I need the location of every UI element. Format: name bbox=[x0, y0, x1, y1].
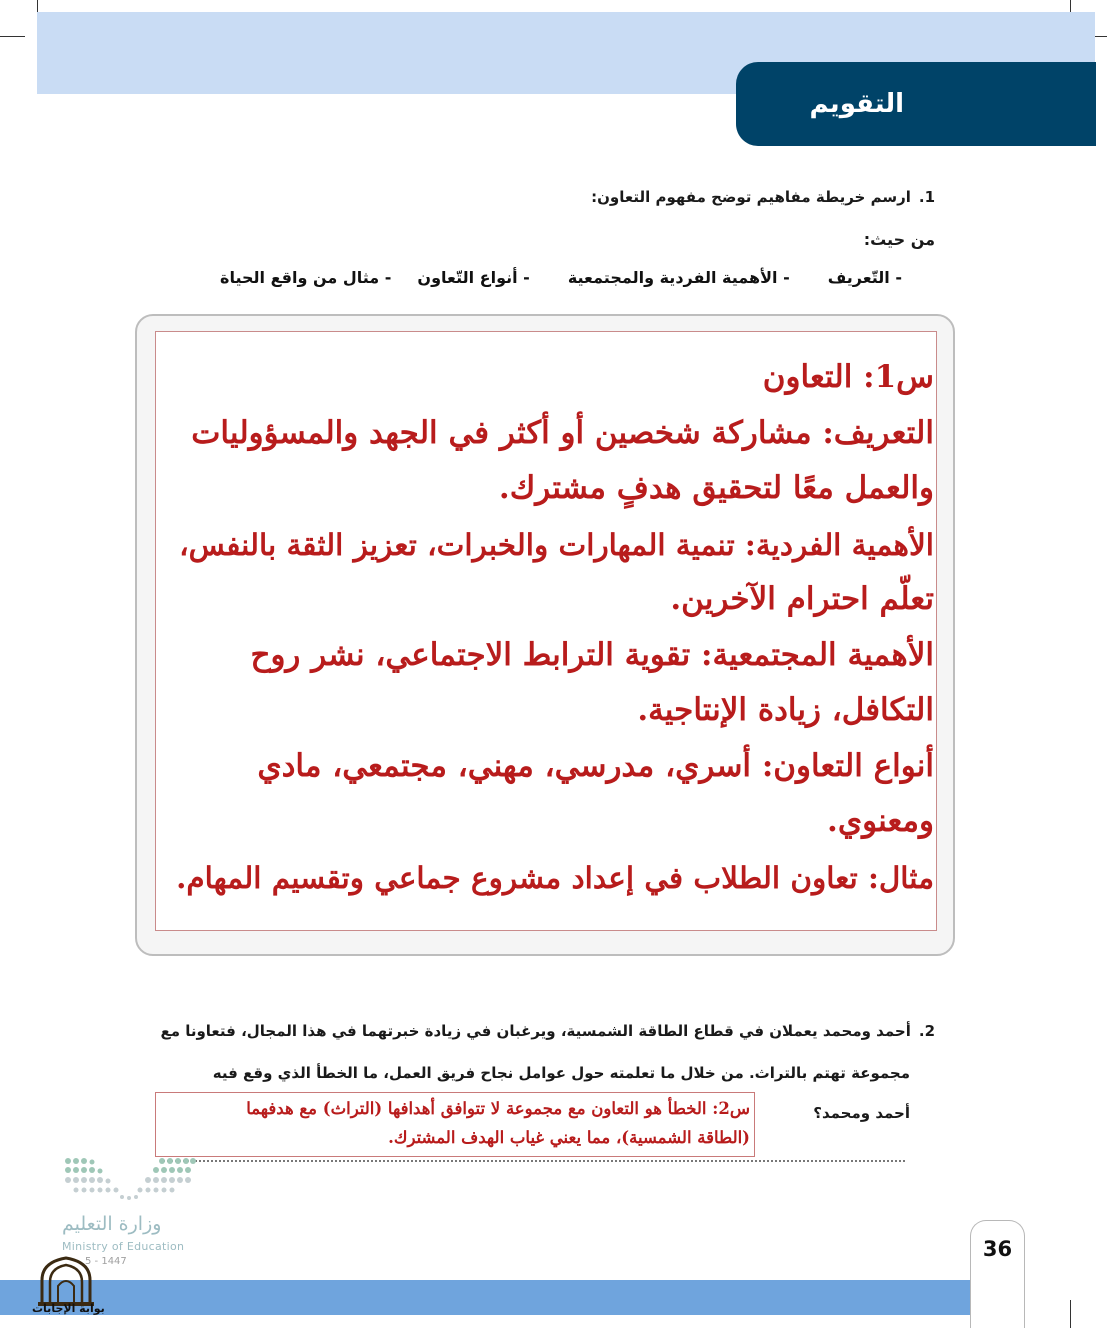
question-2-line-3: أحمد ومحمد؟ bbox=[813, 1104, 910, 1122]
ministry-year: 5 - 1447 bbox=[85, 1256, 127, 1267]
answer-1-box bbox=[155, 331, 937, 931]
answer-2-line: س2: الخطأ هو التعاون مع مجموعة لا تتوافق أهدافها (التراث) مع هدفهما bbox=[246, 1099, 750, 1118]
aspect-item: - أنواع التّعاون bbox=[417, 268, 530, 287]
answer-line: والعمل معًا لتحقيق هدفٍ مشترك. bbox=[498, 470, 934, 506]
question-2-number: 2. bbox=[918, 1022, 935, 1040]
section-title-tab bbox=[736, 62, 1096, 146]
question-1-number: 1. bbox=[918, 188, 935, 206]
question-2-line-1: 2.أحمد ومحمد يعملان في قطاع الطاقة الشمسية، ويرغبان في زيادة خبرتهما في هذا المجال، فتعاونا مع bbox=[160, 1022, 935, 1040]
gate-watermark-icon bbox=[30, 1254, 102, 1328]
question-1-text: ارسم خريطة مفاهيم توضح مفهوم التعاون: bbox=[591, 188, 911, 206]
ministry-name-english: Ministry of Education bbox=[62, 1240, 185, 1253]
answer-line: الأهمية الفردية: تنمية المهارات والخبرات، تعزيز الثقة بالنفس، bbox=[179, 526, 934, 562]
aspect-item: - التّعريف bbox=[827, 268, 902, 287]
answer-line: مثال: تعاون الطلاب في إعداد مشروع جماعي وتقسيم المهام. bbox=[176, 859, 934, 895]
answer-line: أنواع التعاون: أسري، مدرسي، مهني، مجتمعي، مادي bbox=[257, 747, 934, 784]
answer-line: ومعنوي. bbox=[827, 803, 934, 839]
footer-band bbox=[0, 1280, 970, 1315]
question-1 bbox=[591, 188, 935, 206]
aspect-item: - مثال من واقع الحياة bbox=[220, 268, 392, 287]
question-2-line-2: مجموعة تهتم بالتراث. من خلال ما تعلمته حول عوامل نجاح فريق العمل، ما الخطأ الذي وقع فيه bbox=[212, 1064, 910, 1082]
aspects-list bbox=[220, 268, 902, 287]
page-number-tab bbox=[970, 1220, 1025, 1328]
answer-line: التعريف: مشاركة شخصين أو أكثر في الجهد والمسؤوليات bbox=[191, 414, 934, 451]
aspect-item: - الأهمية الفردية والمجتمعية bbox=[567, 268, 790, 287]
answer-line: الأهمية المجتمعية: تقوية الترابط الاجتماعي، نشر روح bbox=[250, 636, 934, 673]
answer-2-box bbox=[155, 1092, 755, 1157]
gate-watermark-label: بوابة الإجابات bbox=[32, 1302, 105, 1315]
trim-mark bbox=[0, 36, 25, 37]
page-title: التقويم bbox=[809, 89, 904, 119]
answer-line: تعلّم احترام الآخرين. bbox=[670, 581, 934, 617]
ministry-name-arabic: وزارة التعليم bbox=[62, 1213, 162, 1235]
answer-dotted-line bbox=[160, 1160, 905, 1162]
question-1-subtitle: من حيث: bbox=[863, 230, 935, 249]
answer-line: س1: التعاون bbox=[762, 359, 934, 395]
ministry-logo-icon bbox=[62, 1156, 197, 1201]
trim-mark bbox=[1070, 1300, 1071, 1328]
page-number: 36 bbox=[982, 1237, 1013, 1261]
answer-line: التكافل، زيادة الإنتاجية. bbox=[637, 692, 934, 728]
answer-2-line: (الطاقة الشمسية)، مما يعني غياب الهدف المشترك. bbox=[388, 1128, 750, 1147]
